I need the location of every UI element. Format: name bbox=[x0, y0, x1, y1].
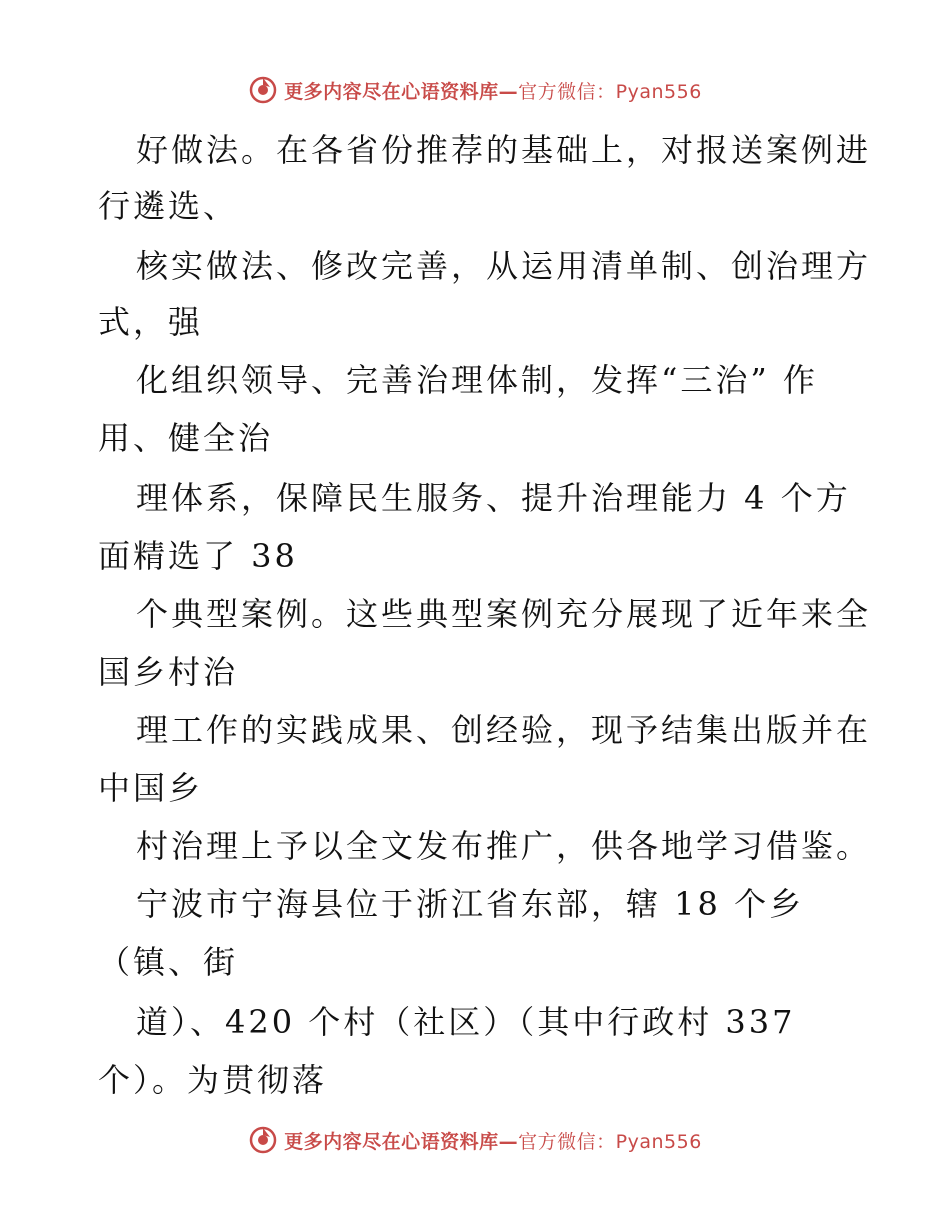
header-brand: 更多内容尽在心语资料库 bbox=[284, 80, 499, 103]
body-line: 宁波市宁海县位于浙江省东部，辖 18 个乡 bbox=[136, 885, 805, 923]
header-wechat: 官方微信：Pyan556 bbox=[518, 80, 702, 103]
body-line: 村治理上予以全文发布推广，供各地学习借鉴。 bbox=[136, 827, 872, 865]
body-line: 理体系，保障民生服务、提升治理能力 4 个方 bbox=[136, 479, 851, 517]
body-line: 面精选了 38 bbox=[98, 537, 298, 575]
body-line: 式，强 bbox=[98, 303, 204, 341]
body-line: 道）、420 个村（社区）（其中行政村 337 bbox=[136, 1003, 796, 1041]
brand-logo-icon bbox=[248, 75, 278, 105]
header-watermark bbox=[0, 70, 950, 110]
footer-watermark bbox=[0, 1120, 950, 1160]
header-separator: — bbox=[498, 80, 519, 103]
body-line: 用、健全治 bbox=[98, 419, 274, 457]
header-text bbox=[284, 77, 702, 104]
body-line: 中国乡 bbox=[98, 769, 204, 807]
footer-text bbox=[284, 1127, 702, 1154]
footer-wechat: 官方微信：Pyan556 bbox=[518, 1130, 702, 1153]
body-line: 行遴选、 bbox=[98, 187, 239, 225]
footer-separator: — bbox=[498, 1130, 519, 1153]
body-line: 国乡村治 bbox=[98, 653, 239, 691]
body-line: 理工作的实践成果、创经验，现予结集出版并在 bbox=[136, 711, 872, 749]
brand-logo-icon bbox=[248, 1125, 278, 1155]
body-line: 核实做法、修改完善，从运用清单制、创治理方 bbox=[136, 247, 872, 285]
body-line: 好做法。在各省份推荐的基础上，对报送案例进 bbox=[136, 131, 872, 169]
footer-brand: 更多内容尽在心语资料库 bbox=[284, 1130, 499, 1153]
body-line: （镇、街 bbox=[98, 943, 239, 981]
body-line: 化组织领导、完善治理体制，发挥“三治” 作 bbox=[136, 361, 818, 399]
body-line: 个）。为贯彻落 bbox=[98, 1061, 328, 1099]
body-line: 个典型案例。这些典型案例充分展现了近年来全 bbox=[136, 595, 872, 633]
